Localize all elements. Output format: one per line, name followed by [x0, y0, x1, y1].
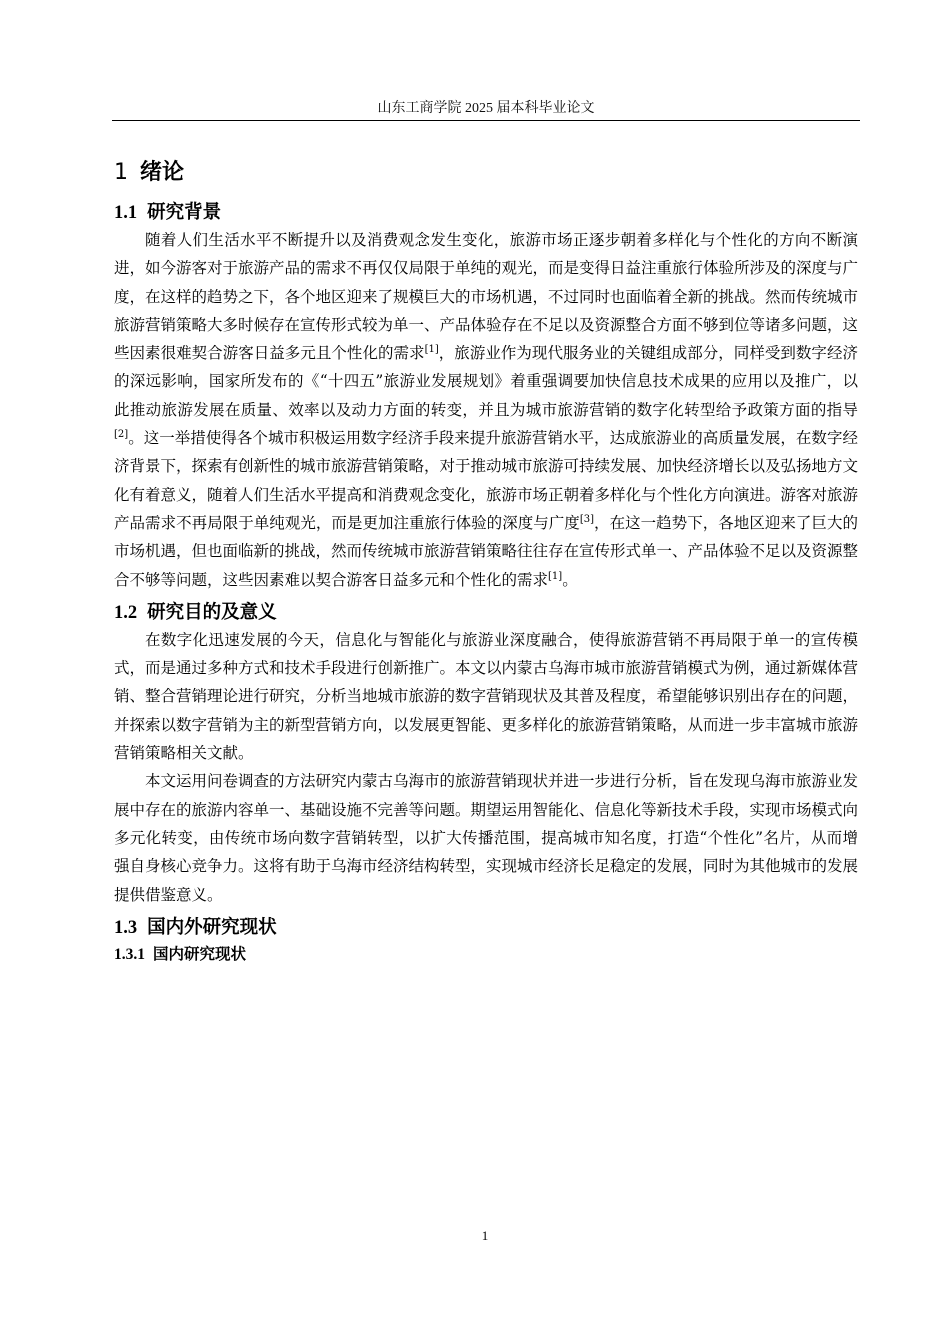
page-body — [114, 150, 858, 968]
header-rule — [112, 120, 860, 121]
paragraph-text: ，旅游业作为现代服务业的关键组成部分，同样受到数字经济的深远影响，国家所发布的《“十四五”旅游业发展规划》着重强调要加快信息技术成果的应用以及推广，以此推动旅游发展在质量、效率以及动力方面的转变，并且为城市旅游营销的数字化转型给予政策方面的指导 — [114, 344, 858, 419]
section-number: 1.3 — [114, 917, 138, 938]
citation-marker: [2] — [114, 428, 129, 440]
page-number: 1 — [481, 1228, 489, 1243]
section-title: 研究目的及意义 — [147, 601, 277, 623]
paragraph-text: 在数字化迅速发展的今天，信息化与智能化与旅游业深度融合，使得旅游营销不再局限于单一的宣传模式，而是通过多种方式和技术手段进行创新推广。本文以内蒙古乌海市城市旅游营销模式为例，通过新媒体营销、整合营销理论进行研究，分析当地城市旅游的数字营销现状及其普及程度，希望能够识别出存在的问题，并探索以数字营销为主的新型营销方向，以发展更智能、更多样化的旅游营销策略，从而进一步丰富城市旅游营销策略相关文献。 — [114, 630, 859, 763]
chapter-heading — [114, 156, 858, 190]
paragraph-text: 本文运用问卷调查的方法研究内蒙古乌海市的旅游营销现状并进一步进行分析，旨在发现乌海市旅游业发展中存在的旅游内容单一、基础设施不完善等问题。期望运用智能化、信息化等新技术手段，实现市场模式向多元化转变，由传统市场向数字营销转型，以扩大传播范围，提高城市知名度，打造“个性化”名片，从而增强自身核心竞争力。这将有助于乌海市经济结构转型，实现城市经济长足稳定的发展，同时为其他城市的发展提供借鉴意义。 — [114, 772, 859, 904]
section-number: 1.2 — [114, 602, 138, 623]
subsection-number: 1.3.1 — [114, 945, 145, 963]
citation-marker: [1] — [548, 570, 563, 582]
section-number: 1.1 — [114, 203, 138, 223]
chapter-number: 1 — [114, 160, 128, 185]
subsection-heading-domestic-status — [114, 941, 858, 968]
paragraph — [114, 626, 858, 767]
section-heading-research-background — [114, 200, 858, 226]
section-heading-purpose-significance — [114, 600, 858, 626]
section-title: 国内外研究现状 — [147, 916, 277, 938]
paragraph-text: ，在这一趋势下，各地区迎来了巨大的市场机遇，但也面临新的挑战，然而传统城市旅游营销策略往往存在宣传形式单一、产品体验不足以及资源整合不够等问题，这些因素难以契合游客日益多元和个性化的需求 — [114, 513, 859, 589]
chapter-title: 绪论 — [140, 160, 185, 185]
paragraph-text: 。这一举措使得各个城市积极运用数字经济手段来提升旅游营销水平，达成旅游业的高质量发展，在数字经济背景下，探索有创新性的城市旅游营销策略，对于推动城市旅游可持续发展、加快经济增长以及弘扬地方文化有着意义，随着人们生活水平提高和消费观念变化，旅游市场正朝着多样化与个性化方向演进。游客对旅游产品需求不再局限于单纯观光，而是更加注重旅行体验的深度与广度 — [114, 429, 859, 532]
subsection-title: 国内研究现状 — [153, 944, 247, 963]
running-header: 山东工商学院 2025 届本科毕业论文 — [377, 101, 595, 116]
citation-marker: [1] — [424, 344, 439, 356]
paragraph-text: 。 — [562, 570, 578, 589]
paragraph-text: 随着人们生活水平不断提升以及消费观念发生变化，旅游市场正逐步朝着多样化与个性化的方向不断演进，如今游客对于旅游产品的需求不再仅仅局限于单纯的观光，而是变得日益注重旅行体验所涉及的深度与广度，在这样的趋势之下，各个地区迎来了规模巨大的市场机遇，不过同时也面临着全新的挑战。然而传统城市旅游营销策略大多时候存在宣传形式较为单一、产品体验存在不足以及资源整合方面不够到位等诸多问题，这些因素很难契合游客日益多元且个性化的需求 — [114, 231, 859, 363]
citation-marker: [3] — [579, 513, 595, 525]
section-title: 研究背景 — [147, 202, 222, 223]
paragraph — [114, 767, 858, 908]
paragraph — [114, 226, 858, 594]
section-heading-research-status — [114, 915, 858, 941]
